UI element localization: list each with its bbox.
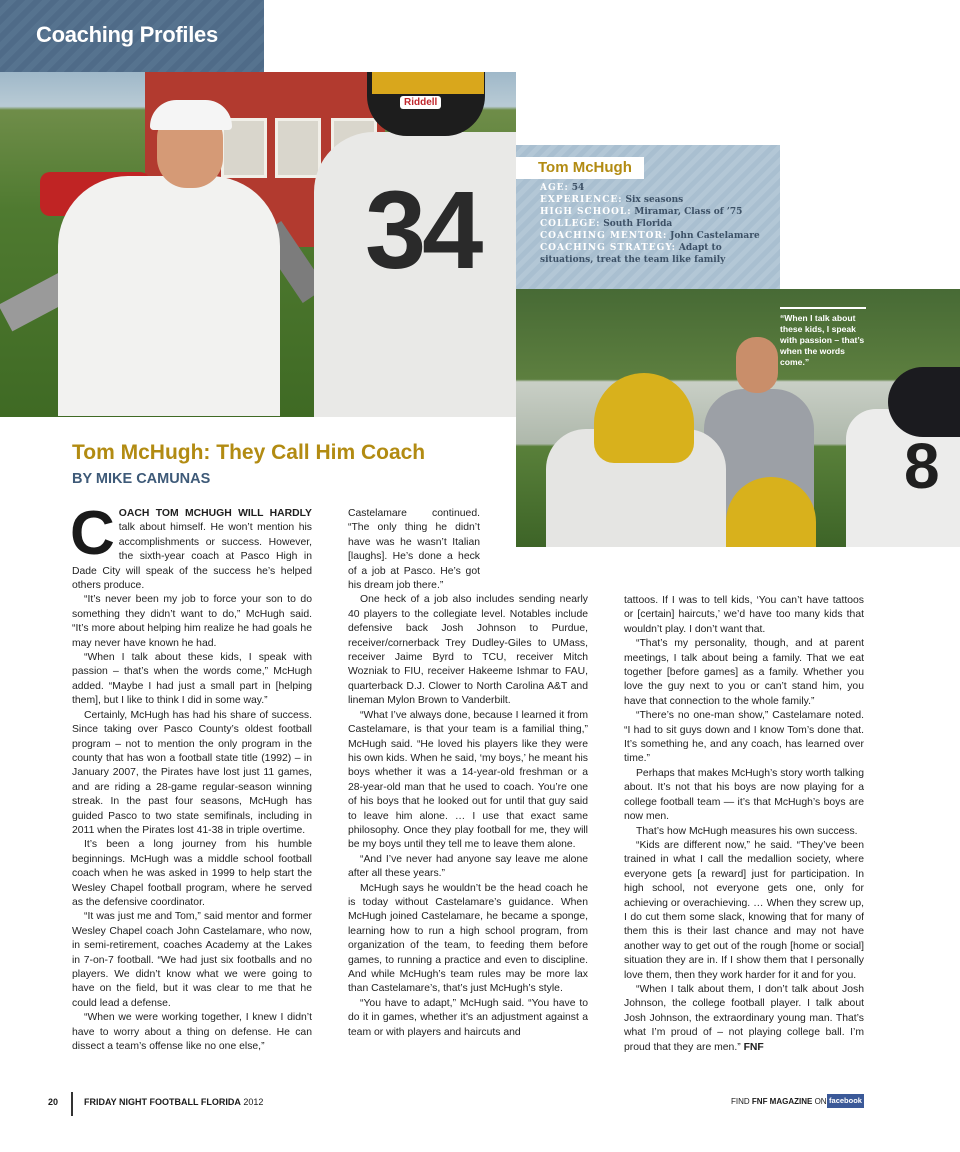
facebook-badge[interactable]: facebook: [827, 1094, 864, 1108]
lead-caps: OACH TOM MCHUGH WILL HARDLY: [118, 508, 312, 519]
paragraph: “It was just me and Tom,” said mentor and former Wesley Chapel coach John Castelamare, who now, in semi-retirement, coaches Academy at the Lakes in 7-on-7 football. “We had just six footballs and no players. We didn’t know what we were going to have on the field, but it was clear to me that he could lead a defense.: [72, 911, 312, 1009]
find-brand: FNF MAGAZINE: [751, 1097, 813, 1106]
publication-year: 2012: [243, 1097, 264, 1107]
article-column-2: [348, 507, 588, 1040]
section-title: Coaching Profiles: [36, 22, 218, 47]
article-headline: Tom McHugh: They Call Him Coach: [72, 441, 426, 464]
page-number: 20: [48, 1097, 59, 1107]
footer-publication: [84, 1097, 263, 1107]
paragraph: Perhaps that makes McHugh’s story worth talking about. It’s not that his boys are now playing for a college football team — it’s that McHugh’s boys are now men.: [624, 767, 864, 823]
end-mark: FNF: [743, 1041, 764, 1053]
paragraph: Castelamare continued. “The only thing he didn’t have was he wasn’t Italian [laughs]. He’s done a heck of a job at Pasco. He’s got his dream job there.”: [348, 508, 480, 592]
paragraph: “When I talk about these kids, I speak with passion – that’s when the words come,” McHugh added. “Maybe I had just a small part in [helping them], but I like to think I did in some way.”: [72, 652, 312, 707]
paragraph: McHugh says he wouldn’t be the head coach he is today without Castelamare’s guidance. When McHugh joined Castelamare, he became a sponge, learning how to run a high school program, from organization of the team, to feeding them before games, to running a practice and even to discipline. And while McHugh’s team rules may be more lax than Castelamare’s, that’s just McHugh’s style.: [348, 882, 588, 995]
profile-label: EXPERIENCE:: [540, 195, 623, 205]
helmet-top-shape: [372, 72, 484, 94]
jersey-number: 34: [365, 169, 480, 292]
helmet-shape: [594, 373, 694, 463]
paragraph: “That’s my personality, though, and at parent meetings, I talk about being a family. That we eat together [before games] as a family. Whether you love the guy next to you or can’t stand him, you have that connection to the whole family.”: [624, 638, 864, 707]
paragraph: “When we were working together, I knew I didn’t have to worry about a thing on defense. He can dissect a team’s offense like no one else,”: [72, 1012, 312, 1053]
profile-name: Tom McHugh: [538, 159, 632, 176]
profile-value: 54: [571, 183, 585, 193]
paragraph: “What I’ve always done, because I learned it from Castelamare, is that your team is a familial thing,” McHugh said. “He loved his players like they were his own kids. When he said, ‘my boys,’ he meant his boys whether it was a 14-year-old freshman or a 28-year-old man that he used to coach. You’re one of his boys that he looked out for until that guy said to leave him alone. … I use that exact same philosophy. Once they play football for me, they will be my boys until they tell me to leave them alone.: [348, 709, 588, 851]
helmet-shape: [888, 367, 960, 437]
profile-value: John Castelamare: [670, 231, 760, 241]
profile-value: South Florida: [603, 219, 673, 229]
profile-value: Adapt to situations, treat the team like family: [540, 243, 726, 265]
visor-shape: [150, 100, 232, 130]
article-byline: BY MIKE CAMUNAS: [72, 471, 211, 487]
article-column-3: [624, 594, 864, 1055]
publication-name: FRIDAY NIGHT FOOTBALL FLORIDA: [84, 1097, 241, 1107]
lead-text: talk about himself. He won’t mention his accomplishments or success. However, the sixth-year coach at Pasco High in Dade City will speak of the success he’s helped others produce.: [72, 522, 312, 592]
profile-label: HIGH SCHOOL:: [540, 207, 632, 217]
footer-find: [731, 1097, 827, 1106]
coach-head-shape: [736, 337, 778, 393]
paragraph: Certainly, McHugh has had his share of success. Since taking over Pasco County’s oldest football program – not to mention the only program in the county that has won a football state title (1992) – in January 2007, the Pirates have lost just 11 games, and are riding a 28-game regular-season winning streak. In the past four seasons, McHugh has guided Pasco to two state semifinals, including in 2011 when the Pirates lost 41-38 in triple overtime.: [72, 709, 312, 836]
article-column-1: [70, 499, 312, 1054]
main-photo: [0, 72, 516, 417]
drop-cap: C: [70, 499, 115, 568]
paragraph: “Kids are different now,” he said. “They’ve been trained in what I call the medallion society, where everyone gets [a reward] just for participation. In high school, not everyone gets one, only for achieving or overachieving. … When they screw up, I do cut them some slack, knowing that for many of them this is their last chance and may not have another way to get out of the rough [home or social] situation they are in. If I show them that I personally love them, then they work harder for it and for you.: [624, 839, 864, 981]
jersey-number: 8: [904, 430, 940, 502]
paragraph: One heck of a job also includes sending nearly 40 players to the collegiate level. Notables include defensive back Josh Johnson to Purdue, receiver/cornerback Trey Dudley-Giles to UMass, receiver Jaime Byrd to TCU, receiver Mitch Wozniak to FIU, receiver Hakeeme Ishmar to FAU, quarterback D.J. Clower to North Carolina A&T and lineman Mylon Brown to Vanderbilt.: [348, 594, 588, 707]
paragraph: tattoos. If I was to tell kids, ‘You can’t have tattoos or [certain] haircuts,’ we’d have too many kids that wouldn’t play. I don’t want that.: [624, 595, 864, 635]
profile-label: COLLEGE:: [540, 219, 601, 229]
closing-text: “When I talk about them, I don’t talk about Josh Johnson, the college football player. I talk about Josh Johnson, the extraordinary young man. That’s what I’m proud of – not playing college ball. I’m proud that they are men.”: [624, 983, 864, 1053]
profile-label: COACHING STRATEGY:: [540, 243, 676, 253]
section-banner: [0, 0, 264, 72]
paragraph: “There’s no one-man show,” Castelamare noted. “I had to sit guys down and I know Tom’s done that. It’s something he, and any coach, has learned over time.”: [624, 710, 864, 765]
barn-window: [275, 118, 321, 178]
profile-name-tab: [516, 157, 644, 179]
footer-divider: [71, 1092, 73, 1116]
profile-label: COACHING MENTOR:: [540, 231, 668, 241]
pull-quote: “When I talk about these kids, I speak with passion – that’s when the words come.”: [780, 307, 872, 368]
profile-box: [516, 145, 780, 289]
profile-value: Six seasons: [625, 195, 684, 205]
helmet-brand-label: Riddell: [400, 96, 441, 109]
paragraph: “And I’ve never had anyone say leave me alone after all these years.”: [348, 853, 588, 880]
coach-figure: [58, 176, 280, 416]
paragraph: That’s how McHugh measures his own success.: [636, 825, 858, 837]
lead-paragraph: [70, 499, 312, 593]
profile-value: Miramar, Class of ’75: [634, 207, 743, 217]
paragraph: “It’s never been my job to force your son to do something they didn’t want to do,” McHugh said. “It’s more about helping him realize he had goals he may never have known he had.: [72, 594, 312, 649]
paragraph: “You have to adapt,” McHugh said. “You have to do it in games, whether it’s an adjustment against a team or with players and haircuts and: [348, 997, 588, 1038]
paragraph: It’s been a long journey from his humble beginnings. McHugh was a middle school football coach when he was asked in 1999 to help start the Wesley Chapel football program, where he served as the defensive coordinator.: [72, 839, 312, 908]
find-text: FIND: [731, 1097, 750, 1106]
profile-label: AGE:: [540, 183, 569, 193]
find-on: ON: [814, 1097, 827, 1106]
paragraph: [624, 983, 864, 1055]
profile-details: [540, 182, 776, 266]
